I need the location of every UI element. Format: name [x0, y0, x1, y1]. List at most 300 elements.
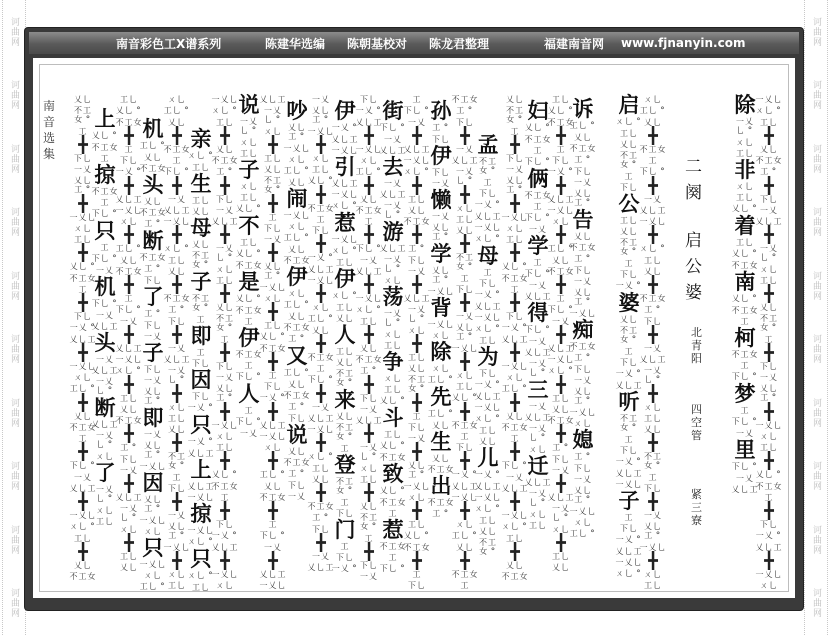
notation-column — [208, 94, 242, 591]
notation-mark: 一乂 — [760, 373, 778, 382]
notation-mark: 一乂 — [74, 165, 92, 174]
notation-mark: 下乚 ° — [548, 305, 574, 315]
notation-mark: 工 — [624, 259, 634, 268]
notation-mark: 不工女 — [115, 267, 143, 276]
notation-mark: ㄨ乚 — [120, 525, 138, 534]
notation-column — [448, 94, 482, 591]
notation-mark: 乂乚 — [264, 482, 282, 491]
lyric-char: 斗 — [382, 405, 404, 430]
notation-mark: 工乚 ° — [70, 384, 96, 394]
notation-mark: 工 ° — [144, 309, 161, 319]
notation-mark: 工乚 ° — [284, 300, 310, 310]
notation-mark: 一乂乚 ° — [232, 117, 266, 136]
notation-mark: 乂乚 — [456, 226, 474, 235]
notation-mark: 工乚 — [736, 238, 754, 247]
notation-mark: 工 — [78, 434, 88, 443]
notation-mark: 乂乚 — [288, 447, 306, 456]
notation-mark: 工乚 — [644, 256, 662, 265]
notation-mark: 一乂乚 — [451, 493, 479, 502]
notation-mark: ㄨ乚 — [644, 570, 662, 579]
notation-mark: 乂乚工 ° — [280, 123, 314, 142]
notation-mark: 工 — [316, 215, 326, 224]
notation-mark: 一乂乚 — [474, 493, 502, 502]
notation-mark: 不工女 ° — [498, 106, 532, 125]
beat-cross-mark: ╋ — [510, 492, 520, 511]
piece-title — [685, 228, 702, 306]
notation-mark: 一乂乚 — [755, 570, 783, 579]
notation-mark: ㄨ乚 — [644, 403, 662, 412]
notation-mark: 工乚 — [336, 258, 354, 267]
notation-column — [498, 94, 532, 582]
notation-mark: 下乚 — [216, 195, 234, 204]
notation-mark: 工 ° — [644, 305, 661, 315]
notation-mark: 工乚 — [479, 516, 497, 525]
lyric-char: 子 — [238, 157, 260, 182]
notation-mark: 乂乚工 — [474, 392, 502, 401]
notation-mark: 一乂 — [574, 277, 592, 286]
notation-mark: 一乂乚 ° — [376, 255, 410, 274]
notation-mark: 一乂 — [360, 405, 378, 414]
lyric-char: 孙 — [430, 98, 452, 123]
notation-mark: 乂乚 ° — [260, 332, 286, 342]
notation-mark: ㄨ乚 — [264, 443, 282, 452]
watermark-text: 诃曲网 — [811, 524, 821, 555]
section-char: 二 — [685, 157, 702, 177]
notation-mark: 不工女 — [451, 421, 479, 430]
notation-mark: 下乚 — [574, 464, 592, 473]
notation-mark: 工 ° — [312, 513, 329, 523]
notation-mark: 一乂乚 — [139, 462, 167, 471]
notation-mark: 乂乚工 — [259, 421, 287, 430]
notation-mark: 一乂乚 — [474, 313, 502, 322]
notation-mark: 不工女 — [524, 191, 552, 200]
notation-mark: 下乚 — [620, 446, 638, 455]
notation-mark: 一乂 — [96, 266, 114, 275]
beat-cross-mark: ╋ — [556, 275, 566, 294]
beat-cross-mark: ╋ — [78, 393, 88, 412]
notation-mark: 不工女 — [569, 243, 597, 252]
notation-mark: 工 — [364, 217, 374, 226]
notation-mark: 一乂 — [312, 95, 330, 104]
notation-mark: 下乚 — [264, 382, 282, 391]
notation-mark: 下乚 — [479, 279, 497, 288]
beat-cross-mark: ╋ — [220, 451, 230, 470]
title-char: 启 — [685, 231, 702, 251]
notation-mark: 工乚 — [336, 303, 354, 312]
notation-mark: 下乚 ° — [502, 461, 528, 471]
notation-mark: ㄨ乚 ° — [308, 452, 334, 462]
notation-mark: 工 ° — [288, 469, 305, 479]
notation-mark: 不工女 — [115, 416, 143, 425]
notation-mark: 乂乚工 — [115, 195, 143, 204]
notation-mark: 工 ° — [552, 443, 569, 453]
notation-mark: 工乚 ° — [308, 314, 334, 324]
notation-mark: 乂乚工 — [355, 118, 383, 127]
notation-mark: 乂乚工 — [211, 217, 239, 226]
notation-mark: 工乚 — [360, 475, 378, 484]
notation-mark: 下乚 ° — [260, 531, 286, 541]
notation-mark: 乂乚工 ° — [566, 288, 600, 307]
notation-mark: ㄨ乚 ° — [616, 117, 642, 127]
notation-mark: 乂乚工 — [403, 145, 431, 154]
beat-cross-mark: ╋ — [412, 275, 422, 294]
notation-mark: 一乂乚 — [615, 558, 643, 567]
notation-mark: 工 ° — [408, 244, 425, 254]
beat-cross-mark: ╋ — [316, 135, 326, 154]
beat-cross-mark: ╋ — [220, 176, 230, 195]
notation-mark: 下乚 — [574, 266, 592, 275]
notation-mark: 下乚 — [760, 520, 778, 529]
lyric-char: 为 — [477, 344, 499, 369]
notation-mark: 工乚 — [552, 552, 570, 561]
notation-mark: 乂乚 — [336, 412, 354, 421]
notation-mark: 工乚 — [192, 196, 210, 205]
notation-mark: 一乂乚 — [187, 493, 215, 502]
notation-mark: 乂乚工 — [524, 348, 552, 357]
lyric-char: 子 — [190, 269, 212, 294]
notation-mark: ㄨ乚 ° — [756, 106, 782, 116]
notation-mark: 乂乚 ° — [308, 176, 334, 186]
notation-mark: 乂乚 ° — [236, 204, 262, 214]
notation-mark: 下乚 ° — [92, 299, 118, 309]
notation-mark: 乂乚 — [288, 178, 306, 187]
notation-mark: 一乂 — [644, 511, 662, 520]
notation-mark: 乂乚 ° — [380, 441, 406, 451]
notation-mark: 乂乚工 — [115, 344, 143, 353]
notation-mark: 不工女 ° — [400, 375, 434, 394]
beat-cross-mark: ╋ — [268, 402, 278, 421]
tempo-label: 紧 三 寮 — [691, 488, 702, 527]
beat-cross-mark: ╋ — [556, 176, 566, 195]
notation-mark: ㄨ乚 — [408, 326, 426, 335]
notation-mark: ㄨ乚 — [216, 265, 234, 274]
beat-cross-mark: ╋ — [316, 533, 326, 552]
notation-mark: 工 — [244, 361, 254, 370]
notation-mark: 乂乚 ° — [732, 249, 758, 259]
notation-mark: 一乂乚 ° — [112, 504, 146, 523]
notation-mark: 乂乚 ° — [502, 262, 528, 272]
notation-mark: 一乂 ° — [452, 470, 478, 480]
notation-mark: 下乚 ° — [525, 325, 551, 335]
notation-mark: 一乂乚 — [331, 190, 359, 199]
notation-mark: 一乂乚 — [211, 95, 239, 104]
notation-mark: 工乚 — [120, 95, 138, 104]
notation-mark: 乂乚工 — [91, 366, 119, 375]
beat-cross-mark: ╋ — [316, 284, 326, 303]
notation-mark: 乂乚 — [552, 563, 570, 572]
notation-mark: 工乚 ° — [428, 375, 454, 385]
lyric-char: 闹 — [286, 186, 308, 211]
notation-mark: 一乂 — [312, 403, 330, 412]
notation-mark: 下乚 — [74, 312, 92, 321]
lyric-char: 是 — [238, 269, 260, 294]
score-header-bar — [29, 32, 799, 54]
lyric-char: 告 — [572, 207, 594, 232]
notation-mark: 工乚 — [479, 336, 497, 345]
notation-mark: 工 ° — [456, 106, 473, 116]
beat-cross-mark: ╋ — [220, 284, 230, 303]
lyric-char: 伊 — [334, 266, 356, 291]
notation-mark: 下乚 — [456, 285, 474, 294]
notation-mark: 工 — [100, 154, 110, 163]
notation-mark: 不工女 — [69, 572, 97, 581]
notation-mark: 不工女 — [501, 274, 529, 283]
notation-mark: ㄨ乚 ° — [548, 366, 574, 376]
notation-mark: ㄨ乚 — [240, 182, 258, 191]
notation-mark: ㄨ乚 ° — [332, 246, 358, 256]
notation-mark: 乂乚工 — [501, 335, 529, 344]
notation-mark: ㄨ乚 — [760, 265, 778, 274]
notation-mark: 不工女 — [307, 502, 335, 511]
notation-mark: 工乚 ° — [284, 233, 310, 243]
notation-mark: 不工女 ° — [184, 294, 218, 313]
notation-mark: 一乂乚 — [355, 294, 383, 303]
notation-mark: 不工女 — [69, 274, 97, 283]
lyric-char: 子 — [142, 340, 164, 365]
beat-cross-mark: ╋ — [764, 176, 774, 195]
notation-mark: 一乂乚 — [259, 432, 287, 441]
notation-mark: ㄨ乚 — [74, 224, 92, 233]
watermark-text: 诃曲网 — [9, 524, 19, 555]
notation-mark: 一乂乚 — [501, 213, 529, 222]
notation-mark: 一乂 — [144, 430, 162, 439]
notation-mark: 一乂 — [168, 344, 186, 353]
lyric-char: 得 — [527, 300, 549, 325]
notation-mark: 不工女 — [211, 156, 239, 165]
notation-mark: 乂乚工 ° — [208, 384, 242, 403]
lyric-char: 断 — [142, 228, 164, 253]
notation-mark: 一乂 — [529, 225, 547, 234]
notation-mark: 一乂 — [384, 179, 402, 188]
notation-mark: 乂乚工 — [451, 482, 479, 491]
notation-mark: 工 ° — [120, 443, 137, 453]
beat-cross-mark: ╋ — [764, 501, 774, 520]
notation-mark: 一乂乚 — [427, 320, 455, 329]
notation-mark: 工 — [556, 145, 566, 154]
notation-mark: 一乂 — [264, 235, 282, 244]
notation-mark: 工 — [740, 361, 750, 370]
notation-mark: 乂乚工 — [547, 344, 575, 353]
notation-mark: 不工女 ° — [612, 326, 646, 345]
notation-mark: 不工女 — [427, 465, 455, 474]
notation-mark: 工乚 — [240, 238, 258, 247]
notation-mark: 工乚 — [120, 552, 138, 561]
notation-mark: 工乚 — [760, 118, 778, 127]
notation-mark: 乂乚 — [506, 95, 524, 104]
notation-mark: 一乂 — [456, 145, 474, 154]
notation-mark: 下乚 — [506, 312, 524, 321]
notation-mark: 乂乚工 — [474, 482, 502, 491]
notation-mark: 不工女 — [403, 543, 431, 552]
notation-mark: 工乚 — [506, 534, 524, 543]
notation-mark: 乂乚 ° — [236, 249, 262, 259]
lyric-char: 说 — [238, 92, 260, 117]
beat-cross-mark: ╋ — [364, 483, 374, 502]
notation-mark: 一乂乚 — [355, 145, 383, 154]
notation-mark: 乂乚工 — [379, 190, 407, 199]
notation-mark: 工乚 — [620, 129, 638, 138]
notation-mark: 乂乚 ° — [380, 396, 406, 406]
notation-mark: 工乚 — [408, 195, 426, 204]
notation-mark: 工乚 — [552, 394, 570, 403]
beat-cross-mark: ╋ — [124, 176, 134, 195]
notation-mark: 工乚 — [264, 321, 282, 330]
notation-mark: 工 ° — [432, 509, 449, 519]
notation-mark: 不工女 — [259, 493, 287, 502]
notation-mark: 乂乚 ° — [212, 470, 238, 480]
notation-mark: 乂乚工 ° — [160, 522, 194, 541]
notation-mark: 乂乚 — [168, 267, 186, 276]
lyric-char: 门 — [334, 517, 356, 542]
beat-cross-mark: ╋ — [78, 243, 88, 262]
notation-mark: 一乂乚 — [69, 511, 97, 520]
notation-mark: 乂乚 — [432, 454, 450, 463]
beat-cross-mark: ╋ — [412, 225, 422, 244]
series-title: 南音彩色工X谱系列 — [116, 36, 222, 51]
notation-mark: 工 — [124, 294, 134, 303]
lyric-char: 去 — [382, 154, 404, 179]
meter-label: 四 空 管 — [691, 403, 702, 442]
notation-mark: 乂乚工 ° — [424, 266, 458, 285]
notation-mark: 下乚 ° — [116, 305, 142, 315]
notation-mark: 下乚 — [144, 276, 162, 285]
notation-mark: 一乂 — [644, 195, 662, 204]
notation-mark: 下乚 — [288, 481, 306, 490]
notation-mark: 一乂 — [552, 317, 570, 326]
notation-mark: 下乚 ° — [732, 417, 758, 427]
notation-mark: 下乚 — [144, 365, 162, 374]
notation-mark: 下乚 — [432, 135, 450, 144]
notation-mark: 工 — [220, 335, 230, 344]
lyric-char: 登 — [334, 452, 356, 477]
notation-mark: 一乂 — [264, 543, 282, 552]
notation-mark: 工乚 — [384, 385, 402, 394]
notation-mark: 不工女 — [283, 256, 311, 265]
notation-mark: 乂乚工 — [755, 217, 783, 226]
notation-mark: 工 ° — [574, 254, 591, 264]
notation-mark: ㄨ乚 — [529, 445, 547, 454]
notation-mark: 一乂 ° — [212, 531, 238, 541]
notation-mark: 下乚 — [552, 455, 570, 464]
notation-mark: 一乂 — [456, 312, 474, 321]
notation-mark: 下乚 — [456, 118, 474, 127]
notation-mark: 一乂 — [552, 466, 570, 475]
notation-mark: 下乚 — [644, 317, 662, 326]
notation-mark: 不工女 ° — [66, 106, 100, 125]
notation-mark: 不工女 ° — [328, 369, 362, 388]
notation-mark: 一乂 — [408, 267, 426, 276]
beat-cross-mark: ╋ — [172, 126, 182, 145]
notation-mark: 一乂 — [529, 337, 547, 346]
notation-mark: 不工女 — [731, 261, 759, 270]
beat-cross-mark: ╋ — [172, 433, 182, 452]
notation-mark: 乂乚 — [456, 543, 474, 552]
lyric-char: 惹 — [382, 517, 404, 542]
notation-mark: 一乂乚 ° — [544, 504, 578, 523]
notation-mark: 一乂 — [574, 376, 592, 385]
notation-mark: 工 — [340, 444, 350, 453]
notation-mark: 乂乚 — [552, 256, 570, 265]
lyric-char: 痴 — [572, 317, 594, 342]
notation-mark: 一乂乚 — [547, 355, 575, 364]
notation-mark: 下乚 — [264, 224, 282, 233]
notation-mark: 工乚 — [736, 193, 754, 202]
notation-mark: 一乂 — [384, 135, 402, 144]
notation-mark: 一乂乚 ° — [352, 443, 386, 462]
notation-mark: ㄨ乚 — [168, 95, 186, 104]
beat-cross-mark: ╋ — [124, 533, 134, 552]
notation-mark: 乂乚工 — [331, 135, 359, 144]
notation-mark: 乂乚工 — [115, 493, 143, 502]
notation-mark: ㄨ乚 ° — [116, 366, 142, 376]
watermark-text: 诃曲网 — [811, 143, 821, 174]
notation-mark: 工乚 ° — [548, 244, 574, 254]
notation-mark: 下乚 ° — [356, 244, 382, 254]
site-name: 福建南音网 — [544, 36, 605, 51]
book-label-char: 集 — [43, 147, 56, 161]
notation-mark: 一乂 ° — [502, 323, 528, 333]
notation-mark: 工 — [244, 317, 254, 326]
notation-mark: 一乂 — [216, 373, 234, 382]
notation-mark: ㄨ乚 — [264, 127, 282, 136]
notation-mark: 乂乚工 — [91, 420, 119, 429]
score-frame — [25, 28, 803, 610]
notation-mark: 乂乚工 — [91, 322, 119, 331]
notation-mark: 乂乚 — [644, 425, 662, 434]
notation-mark: 下乚 ° — [70, 461, 96, 471]
notation-mark: 下乚 — [216, 362, 234, 371]
beat-cross-mark: ╋ — [764, 551, 774, 570]
notation-mark: 一乂乚 ° — [521, 359, 555, 378]
notation-mark: 一乂乚 — [307, 127, 335, 136]
notation-mark: 不工女 — [307, 353, 335, 362]
notation-mark: 乂乚 ° — [236, 294, 262, 304]
notation-mark: 乂乚工 — [639, 355, 667, 364]
lyric-char: 背 — [430, 295, 452, 320]
notation-mark: 不工女 ° — [352, 513, 386, 532]
notation-mark: 一乂 ° — [616, 535, 642, 545]
notation-mark: 工乚 — [74, 534, 92, 543]
notation-mark: 乂乚 — [620, 227, 638, 236]
notation-mark: 下乚 ° — [525, 269, 551, 279]
notation-mark: 工 — [388, 509, 398, 518]
lyric-char: 亲 — [190, 126, 212, 151]
notation-mark: 工乚 — [192, 583, 210, 592]
notation-mark: 工乚 ° — [502, 384, 528, 394]
beat-cross-mark: ╋ — [412, 334, 422, 353]
notation-column — [752, 94, 786, 591]
notation-mark: 乂乚工 ° — [256, 262, 290, 281]
notation-mark: 乂乚 — [336, 358, 354, 367]
beat-cross-mark: ╋ — [556, 533, 566, 552]
notation-mark: 不工女 — [639, 294, 667, 303]
left-watermark-strip — [2, 0, 26, 635]
notation-mark: ㄨ乚 ° — [475, 504, 501, 514]
notation-mark: 一乂 — [432, 179, 450, 188]
notation-mark: 不工女 — [569, 342, 597, 351]
notation-mark: ㄨ乚 ° — [475, 324, 501, 334]
lyric-char: 掠 — [94, 162, 116, 187]
lyric-char: 断 — [94, 395, 116, 420]
lyric-char: 儿 — [477, 445, 499, 470]
notation-mark: 工 — [78, 285, 88, 294]
notation-mark: 工 ° — [432, 123, 449, 133]
notation-mark: 乂乚工 ° — [636, 522, 670, 541]
notation-mark: 工 — [483, 178, 493, 187]
watermark-text: 诃曲网 — [9, 80, 19, 111]
notation-mark: 工乚 — [312, 165, 330, 174]
notation-mark: 一乂 ° — [332, 123, 358, 133]
